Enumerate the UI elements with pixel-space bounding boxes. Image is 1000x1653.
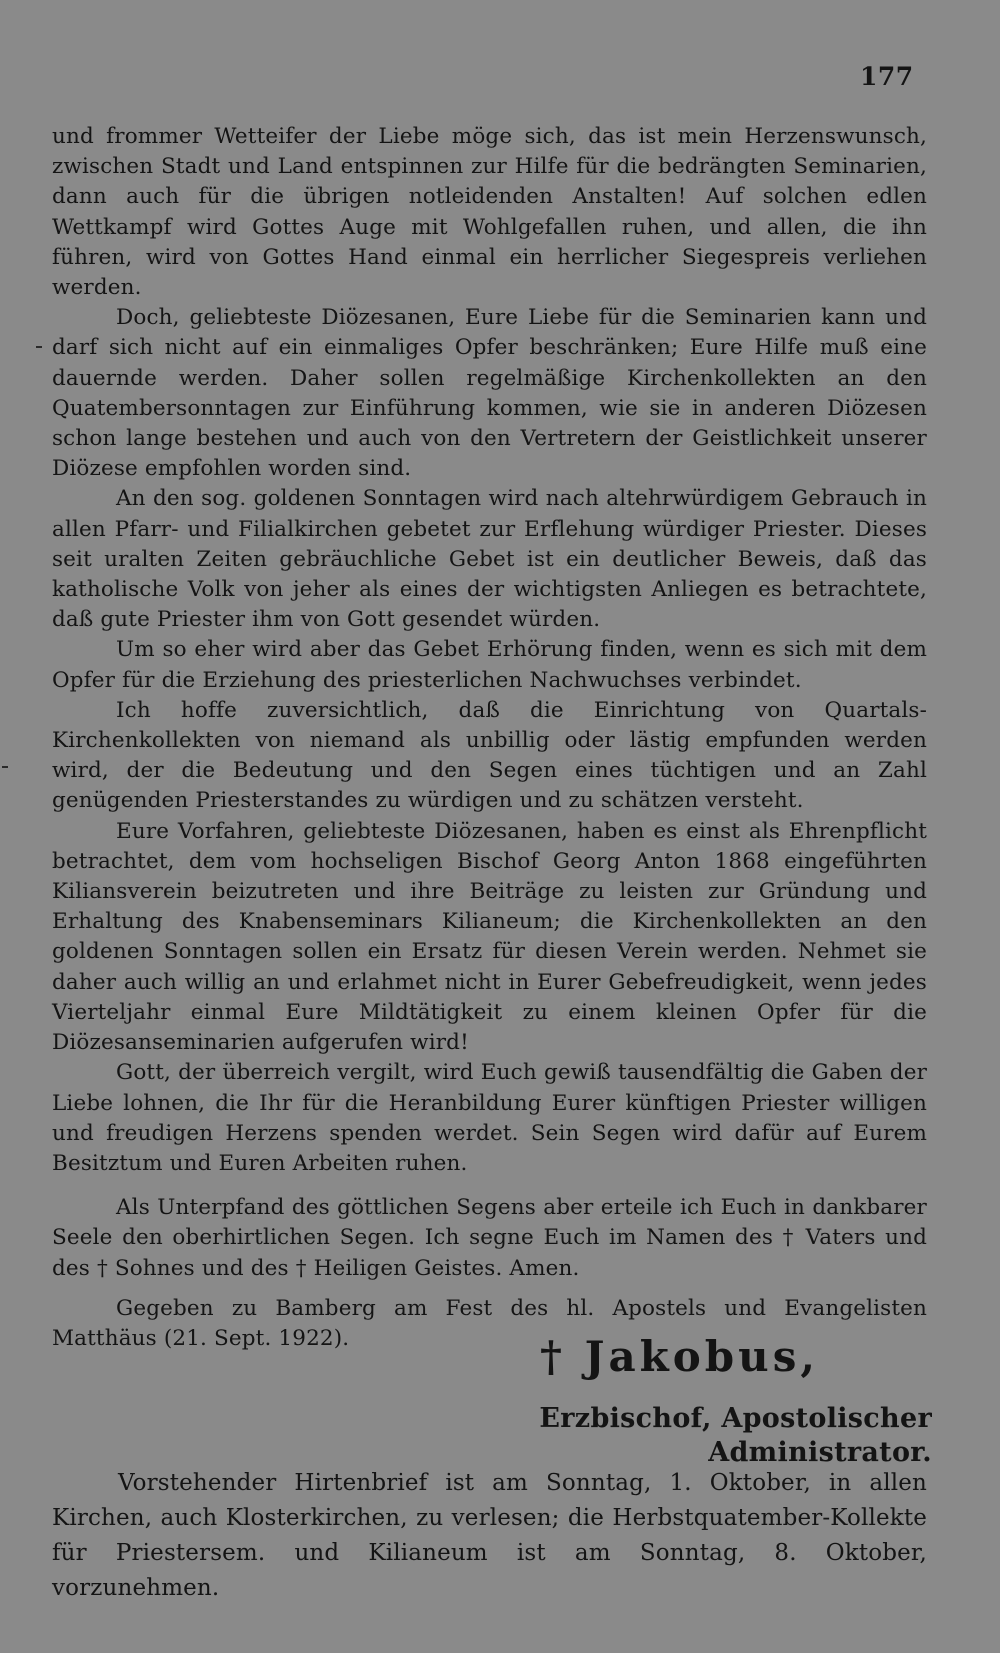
paragraph-segen: Als Unterpfand des göttlichen Segens aber erteile ich Euch in dankbarer Seele den oberhirtlichen Segen. Ich segne Euch im Namen des † Vaters und des † Sohnes und des † Heiligen Geistes. Amen. [52,1195,927,1281]
paragraph-quartals-kollekten: Ich hoffe zuversichtlich, daß die Einrichtung von Quartals-Kirchenkollekten von niemand als unbillig oder lästig empfunden werden wird, der die Bedeutung und den Segen eines tüchtigen und an Zahl genügenden Priesterstandes zu würdigen und zu schätzen versteht. [52,697,927,814]
margin-mark [36,346,42,348]
paragraph-wetteifer: und frommer Wetteifer der Liebe möge sich, das ist mein Herzenswunsch, zwischen Stadt und Land entspinnen zur Hilfe für die bedrängten Seminarien, dann auch für die übrigen notleidenden Anstalten! Auf solchen edlen Wettkampf wird Gottes Auge mit Wohlgefallen ruhen, und allen, die ihn führen, wird von Gottes Hand einmal ein herrlicher Siegespreis verliehen werden. [52,124,927,301]
margin-mark [2,766,8,768]
signature-name: † Jakobus, [540,1332,819,1381]
paragraph-kiliansverein: Eure Vorfahren, geliebteste Diözesanen, haben es einst als Ehrenpflicht betrachtet, dem vom hochseligen Bischof Georg Anton 1868 eingeführten Kiliansverein beizutreten und ihre Beiträge zu leisten zur Gründung und Erhaltung des Knabenseminars Kilianeum; die Kirchenkollekten an den goldenen Sonntagen sollen ein Ersatz für diesen Verein werden. Nehmet sie daher auch willig an und erlahmet nicht in Eurer Gebefreudigkeit, wenn jedes Vierteljahr einmal Eure Mildtätigkeit zu einem kleinen Opfer für die Diözesanseminarien aufgerufen wird! [52,818,927,1056]
signature-title: Erzbischof, Apostolischer Administrator. [539,1403,932,1468]
signature-block [0,1330,1000,1468]
paragraph-kollekten: Doch, geliebteste Diözesanen, Eure Liebe für die Seminarien kann und darf sich nicht auf ein einmaliges Opfer beschränken; Eure Hilfe muß eine dauernde werden. Daher sollen regelmäßige Kirchenkollekten an den Quatembersonntagen zur Einführung kommen, wie sie in anderen Diözesen schon lange bestehen und auch von den Vertretern der Geistlichkeit unserer Diözese empfohlen worden sind. [52,305,927,482]
paragraph-gott-vergilt: Gott, der überreich vergilt, wird Euch gewiß tausendfältig die Gaben der Liebe lohnen, die Ihr für die Heranbildung Eurer künftigen Priester willigen und freudigen Herzens spenden werdet. Sein Segen wird dafür auf Eurem Besitztum und Euren Arbeiten ruhen. [52,1060,927,1176]
paragraph-gegeben: Gegeben zu Bamberg am Fest des hl. Apostels und Evangelisten Matthäus (21. Sept. 1922). [52,1295,927,1351]
paragraph-goldene-sonntage: An den sog. goldenen Sonntagen wird nach altehrwürdigem Gebrauch in allen Pfarr- und Filialkirchen gebetet zur Erflehung würdiger Priester. Dieses seit uralten Zeiten gebräuchliche Gebet ist ein deutlicher Beweis, daß das katholische Volk von jeher als eines der wichtigsten Anliegen es betrachtete, daß gute Priester ihm von Gott gesendet würden. [52,486,927,633]
announcement-note [52,1466,927,1606]
page-number: 177 [860,62,914,91]
paragraph-gebet-erhoerung: Um so eher wird aber das Gebet Erhörung finden, wenn es sich mit dem Opfer für die Erziehung des priesterlichen Nachwuchses verbindet. [52,637,927,693]
announcement-text: Vorstehender Hirtenbrief ist am Sonntag, 1. Oktober, in allen Kirchen, auch Klosterkirchen, zu verlesen; die Herbstquatember-Kollekte für Priestersem. und Kilianeum ist am Sonntag, 8. Oktober, vorzunehmen. [52,1470,927,1601]
letter-body [52,122,927,1354]
